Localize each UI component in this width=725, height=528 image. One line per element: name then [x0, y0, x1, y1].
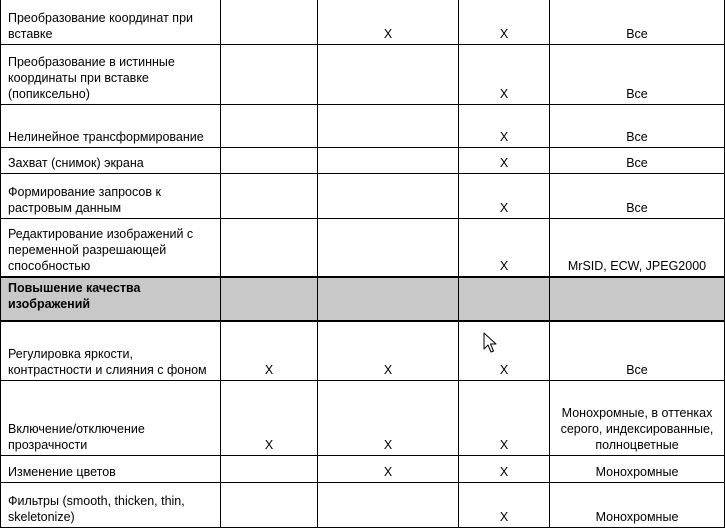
feature-cell: Нелинейное трансформирование — [1, 105, 221, 148]
feature-cell: Регулировка яркости, контрастности и слияния с фоном — [1, 321, 221, 381]
mark-cell: X — [459, 219, 550, 277]
formats-cell: Все — [550, 105, 725, 148]
mark-cell: X — [459, 105, 550, 148]
feature-cell: Преобразование в истинные координаты при вставке (попиксельно) — [1, 45, 221, 105]
feature-cell: Фильтры (smooth, thicken, thin, skeletonize) — [1, 483, 221, 528]
table-row — [1, 0, 725, 45]
formats-cell: Монохромные, в оттенках серого, индексированные, полноцветные — [550, 381, 725, 456]
mark-cell — [221, 219, 318, 277]
mark-cell — [221, 174, 318, 219]
table-row — [1, 321, 725, 381]
feature-cell: Включение/отключение прозрачности — [1, 381, 221, 456]
mark-cell: X — [318, 456, 459, 483]
table-row — [1, 45, 725, 105]
table-row — [1, 219, 725, 277]
formats-cell: Все — [550, 0, 725, 45]
mark-cell — [221, 483, 318, 528]
mark-cell — [318, 483, 459, 528]
formats-cell: Все — [550, 321, 725, 381]
mark-cell: X — [459, 381, 550, 456]
feature-cell: Редактирование изображений с переменной разрешающей способностью — [1, 219, 221, 277]
mark-cell — [318, 105, 459, 148]
section-header-row — [1, 277, 725, 321]
mark-cell: X — [318, 381, 459, 456]
section-title: Повышение качества изображений — [1, 277, 221, 321]
table-row — [1, 148, 725, 174]
mark-cell — [221, 105, 318, 148]
formats-cell: Монохромные — [550, 483, 725, 528]
formats-cell: Все — [550, 45, 725, 105]
section-fill — [459, 277, 550, 321]
mark-cell: X — [459, 174, 550, 219]
mark-cell: X — [459, 45, 550, 105]
mark-cell — [318, 219, 459, 277]
mark-cell: X — [221, 381, 318, 456]
mark-cell — [221, 45, 318, 105]
mark-cell — [318, 45, 459, 105]
section-fill — [221, 277, 318, 321]
table-row — [1, 456, 725, 483]
mark-cell — [221, 148, 318, 174]
mark-cell — [221, 456, 318, 483]
mark-cell: X — [459, 148, 550, 174]
table-row — [1, 483, 725, 528]
table-row — [1, 174, 725, 219]
mark-cell: X — [318, 321, 459, 381]
mark-cell: X — [459, 456, 550, 483]
mark-cell: X — [459, 321, 550, 381]
formats-cell: Монохромные — [550, 456, 725, 483]
mark-cell — [221, 0, 318, 45]
feature-cell: Изменение цветов — [1, 456, 221, 483]
mark-cell: X — [459, 0, 550, 45]
mouse-pointer-icon — [483, 332, 497, 354]
feature-cell: Захват (снимок) экрана — [1, 148, 221, 174]
mark-cell: X — [459, 483, 550, 528]
section-fill — [318, 277, 459, 321]
section-fill — [550, 277, 725, 321]
feature-cell: Формирование запросов к растровым данным — [1, 174, 221, 219]
table-row — [1, 381, 725, 456]
mark-cell: X — [318, 0, 459, 45]
formats-cell: Все — [550, 148, 725, 174]
feature-cell: Преобразование координат при вставке — [1, 0, 221, 45]
mark-cell — [318, 148, 459, 174]
mark-cell — [318, 174, 459, 219]
formats-cell: Все — [550, 174, 725, 219]
mark-cell: X — [221, 321, 318, 381]
table-row — [1, 105, 725, 148]
formats-cell: MrSID, ECW, JPEG2000 — [550, 219, 725, 277]
